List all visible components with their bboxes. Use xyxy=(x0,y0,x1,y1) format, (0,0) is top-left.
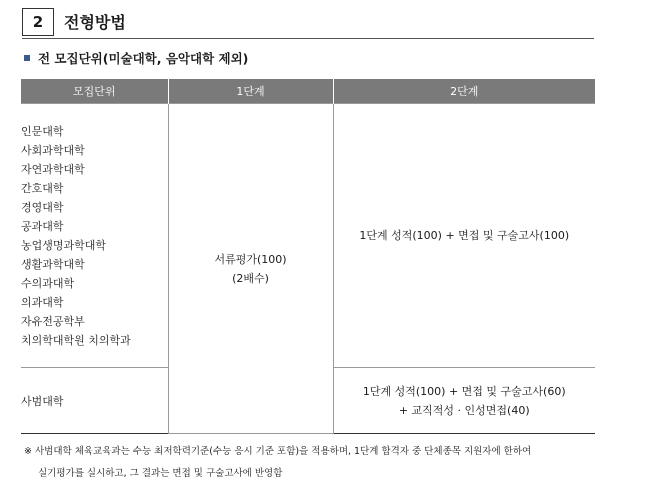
list-item: 간호대학 xyxy=(21,181,64,195)
table-header-row xyxy=(21,79,595,104)
list-item: 의과대학 xyxy=(21,295,64,309)
stage1-cell xyxy=(168,104,333,434)
stage2-group-b-line-2: + 교직적성 · 인성면접(40) xyxy=(398,403,530,417)
list-item: 인문대학 xyxy=(21,124,64,138)
stage1-line-2: (2배수) xyxy=(232,271,269,285)
list-item: 사회과학대학 xyxy=(21,143,85,157)
section-title: 전형방법 xyxy=(64,13,126,32)
list-item: 수의과대학 xyxy=(21,276,75,290)
section-number: 2 xyxy=(22,8,54,36)
list-item: 자유전공학부 xyxy=(21,314,85,328)
footnote xyxy=(24,441,624,485)
selection-method-table xyxy=(21,79,595,434)
list-item: 치의학대학원 치의학과 xyxy=(21,333,131,347)
section-header xyxy=(22,8,594,39)
list-item: 자연과학대학 xyxy=(21,162,85,176)
subtitle xyxy=(24,49,248,67)
footnote-line-2: 실기평가를 실시하고, 그 결과는 면접 및 구술고사에 반영함 xyxy=(38,468,283,479)
square-bullet-icon xyxy=(24,55,30,61)
stage2-cell-group-a: 1단계 성적(100) + 면접 및 구술고사(100) xyxy=(333,104,595,368)
subtitle-text: 전 모집단위(미술대학, 음악대학 제외) xyxy=(38,51,249,66)
stage2-group-b-line-1: 1단계 성적(100) + 면접 및 구술고사(60) xyxy=(362,384,566,398)
list-item: 경영대학 xyxy=(21,200,64,214)
header-stage1: 1단계 xyxy=(168,79,333,104)
unit-list-group-a xyxy=(21,104,168,368)
header-unit: 모집단위 xyxy=(21,79,168,104)
table-row xyxy=(21,104,595,368)
unit-cell-group-b: 사범대학 xyxy=(21,368,168,434)
stage1-line-1: 서류평가(100) xyxy=(214,252,287,266)
list-item: 공과대학 xyxy=(21,219,64,233)
header-stage2: 2단계 xyxy=(333,79,595,104)
footnote-line-1: ※ 사범대학 체육교육과는 수능 최저학력기준(수능 응시 기준 포함)을 적용하며, 1단계 합격자 중 단체종목 지원자에 한하여 xyxy=(24,446,532,457)
stage2-cell-group-b xyxy=(333,368,595,434)
list-item: 생활과학대학 xyxy=(21,257,85,271)
list-item: 농업생명과학대학 xyxy=(21,238,107,252)
